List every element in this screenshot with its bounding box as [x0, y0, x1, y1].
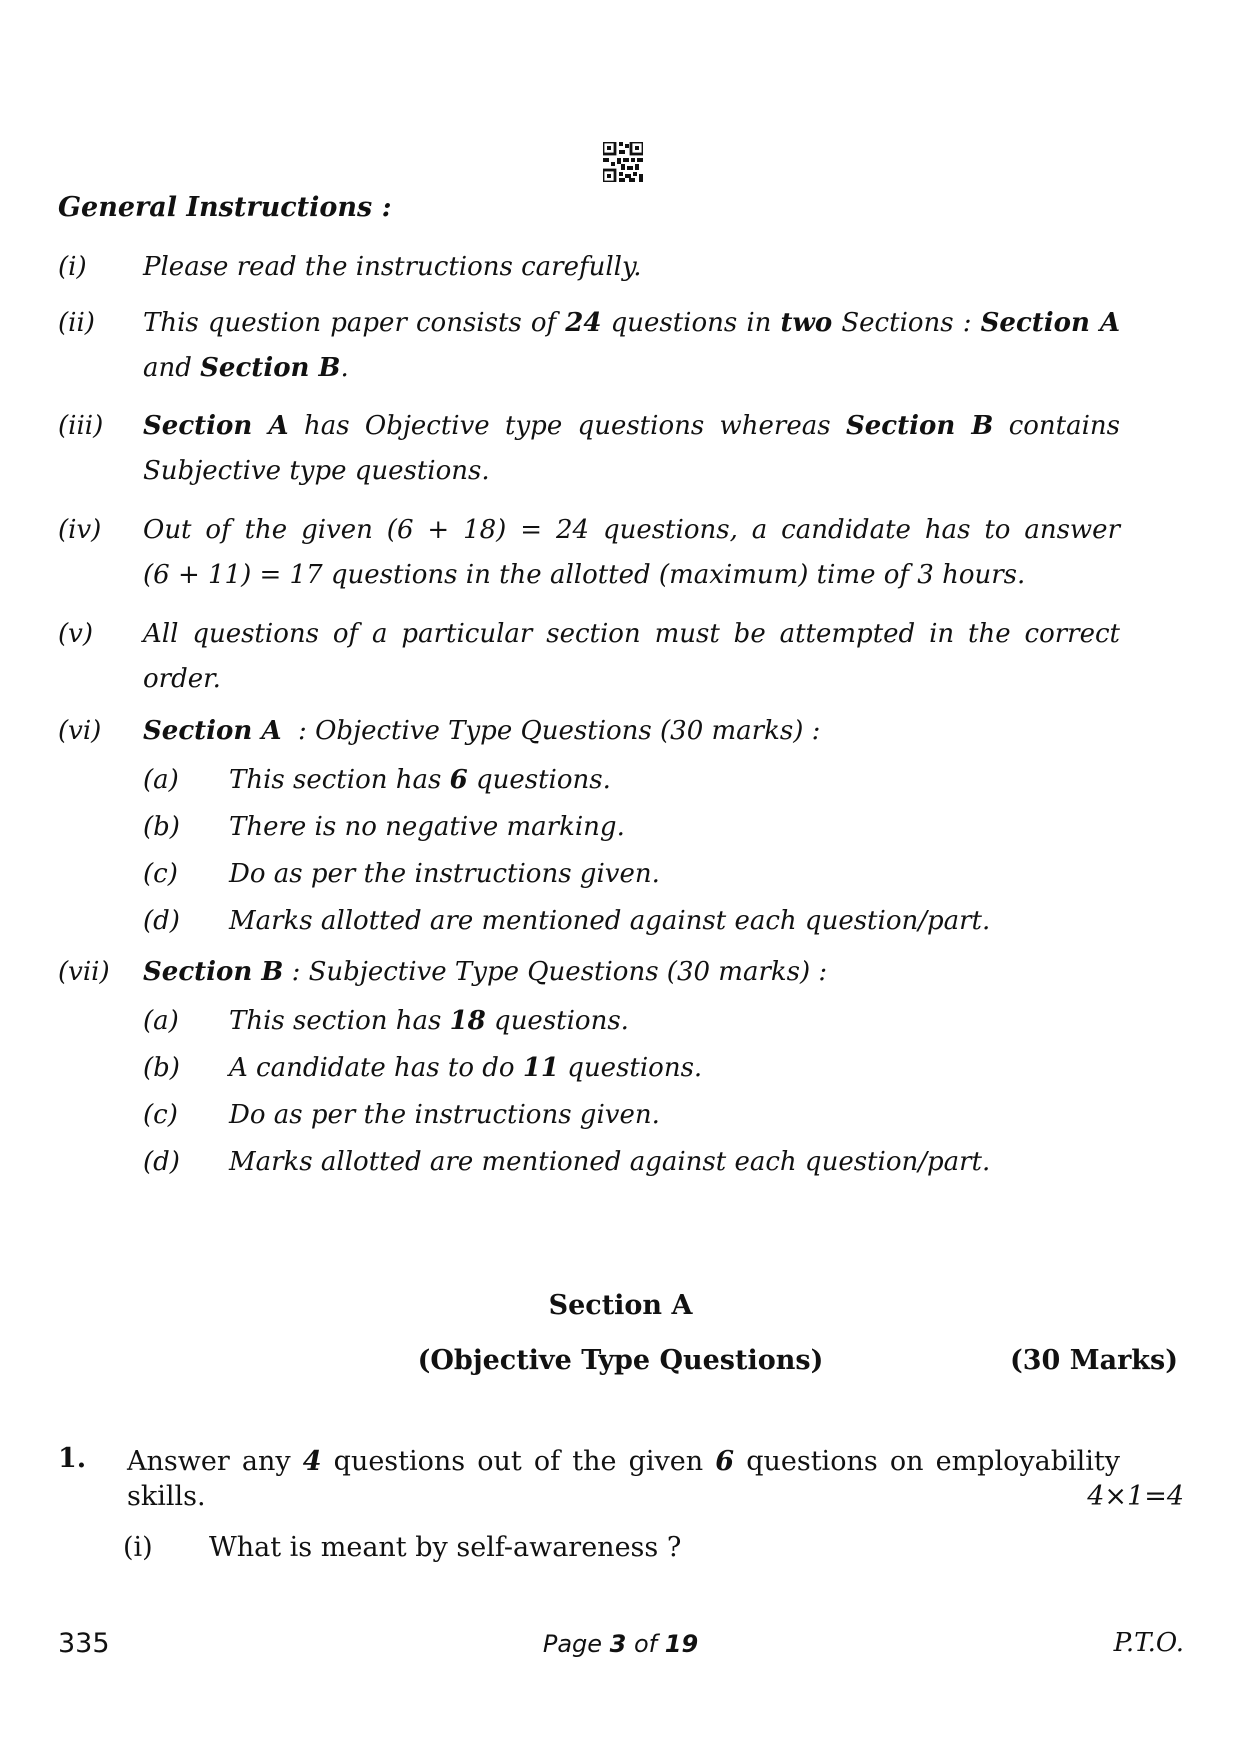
section-a-marks: (30 Marks) — [1009, 1345, 1178, 1376]
paper-code: 335 — [58, 1628, 110, 1659]
item-number: (v) — [58, 619, 93, 649]
item-number: (ii) — [58, 308, 95, 338]
page-indicator: Page 3 of 19 — [542, 1630, 699, 1658]
sub-question-text: What is meant by self-awareness ? — [209, 1532, 682, 1563]
item-text-line2: order. — [143, 664, 221, 694]
item-text: Section A : Objective Type Questions (30 marks) : — [143, 716, 821, 746]
question-text-line2: skills. — [127, 1481, 206, 1512]
question-marks: 4×1=4 — [1087, 1481, 1184, 1512]
sub-question-number: (i) — [123, 1532, 153, 1563]
item-text-line1: All questions of a particular section must be attempted in the correct — [143, 619, 1120, 649]
item-number: (vi) — [58, 716, 102, 746]
item-number: (vii) — [58, 957, 110, 987]
section-a-subtitle: (Objective Type Questions) — [417, 1345, 824, 1376]
item-text: Please read the instructions carefully. — [143, 252, 642, 282]
item-number: (i) — [58, 252, 87, 282]
item-text-line1: Out of the given (6 + 18) = 24 questions, a candidate has to answer — [143, 515, 1120, 545]
item-text: Section B : Subjective Type Questions (30 marks) : — [143, 957, 828, 987]
question-number: 1. — [58, 1443, 87, 1474]
question-text: Answer any 4 questions out of the given 6 questions on employability — [127, 1446, 1120, 1477]
item-text-line2: (6 + 11) = 17 questions in the allotted (maximum) time of 3 hours. — [143, 560, 1026, 590]
item-text-line1: This question paper consists of 24 questions in two Sections : Section A — [143, 308, 1120, 338]
pto-label: P.T.O. — [1113, 1628, 1184, 1658]
qr-code-icon — [603, 142, 643, 182]
section-a-title: Section A — [548, 1290, 693, 1321]
item-text-line1: Section A has Objective type questions whereas Section B contains — [143, 411, 1121, 441]
item-text-line2: and Section B. — [143, 353, 349, 383]
item-number: (iii) — [58, 411, 104, 441]
item-number: (iv) — [58, 515, 102, 545]
general-instructions-title: General Instructions : — [58, 192, 392, 223]
item-text-line2: Subjective type questions. — [143, 456, 490, 486]
